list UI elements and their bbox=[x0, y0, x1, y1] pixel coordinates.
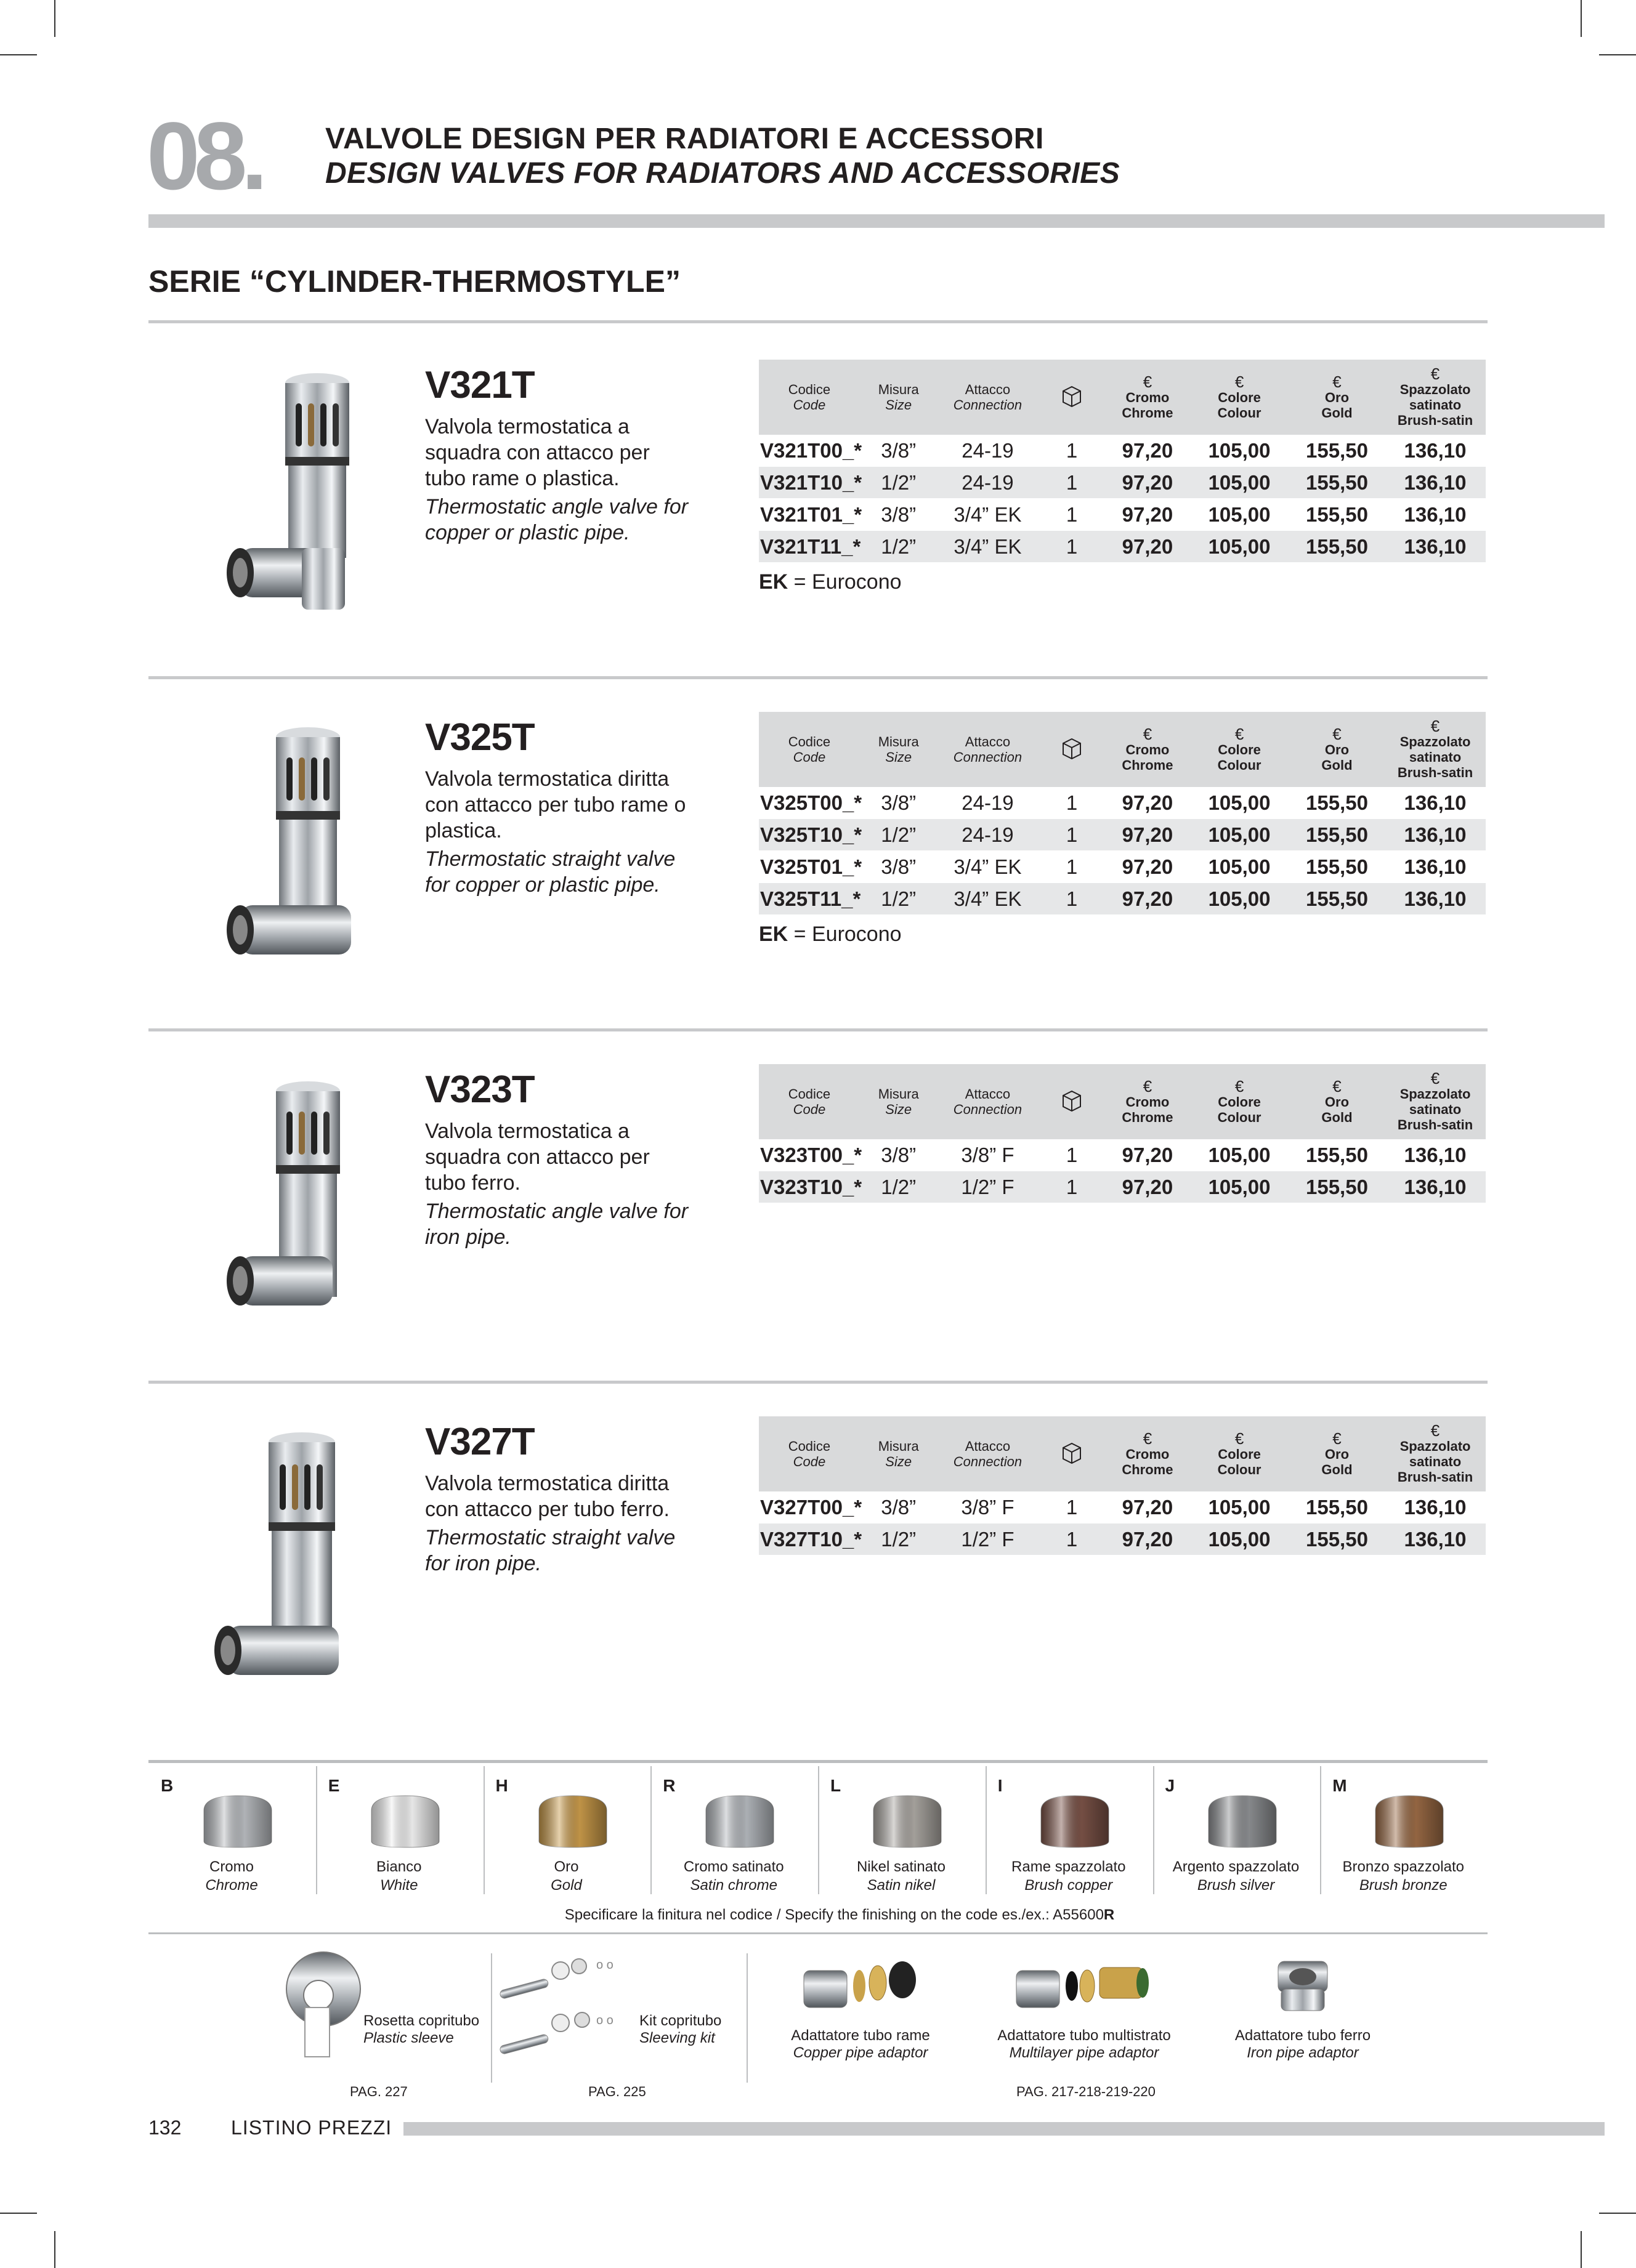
finish-name-it: Oro bbox=[554, 1858, 579, 1875]
product-description-it: Valvola termostatica diritta con attacco per tubo rame o plastica. bbox=[425, 767, 686, 842]
valve-angle-image bbox=[216, 369, 388, 634]
header-title-it: VALVOLE DESIGN PER RADIATORI E ACCESSORI bbox=[325, 123, 1044, 155]
finish-swatch bbox=[148, 1756, 315, 1898]
price-cell: 97,20 bbox=[1106, 819, 1190, 851]
price-cell: 155,50 bbox=[1289, 883, 1385, 915]
col-connection: Attacco Connection bbox=[937, 360, 1039, 435]
page-reference: PAG. 217-218-219-220 bbox=[1016, 2084, 1156, 2099]
price-cell: 97,20 bbox=[1106, 851, 1190, 883]
price-cell: 97,20 bbox=[1106, 531, 1190, 563]
table-cell: 1/2” bbox=[860, 1171, 937, 1203]
price-cell: 155,50 bbox=[1289, 435, 1385, 467]
table-cell: 1/2” bbox=[860, 467, 937, 499]
finish-instruction: Specificare la finitura nel codice / Specify the finishing on the code es./ex.: A55600R bbox=[564, 1907, 1115, 1923]
table-row bbox=[759, 467, 1486, 499]
finish-name-it: Nikel satinato bbox=[856, 1858, 946, 1875]
finish-name-en: Brush silver bbox=[1197, 1877, 1275, 1894]
table-cell: 3/8” bbox=[860, 499, 937, 531]
accessory-separator bbox=[491, 1953, 492, 2083]
price-cell: 97,20 bbox=[1106, 499, 1190, 531]
table-cell: 3/8” bbox=[860, 851, 937, 883]
price-cell: 97,20 bbox=[1106, 1139, 1190, 1171]
table-row bbox=[759, 499, 1486, 531]
product-code: V321T01_* bbox=[759, 499, 860, 531]
table-cell: 1/2” bbox=[860, 883, 937, 915]
product-title: V321T bbox=[425, 364, 535, 406]
section-divider bbox=[148, 676, 1488, 679]
price-cell: 155,50 bbox=[1289, 467, 1385, 499]
table-header-row bbox=[759, 1064, 1486, 1139]
accessory-label: Rosetta copritubo Plastic sleeve bbox=[363, 2012, 480, 2046]
finish-swatch bbox=[818, 1756, 984, 1898]
col-brush-satin: € Spazzolato satinato Brush-satin bbox=[1385, 1064, 1486, 1139]
finish-cap-icon bbox=[1035, 1792, 1115, 1851]
finish-separator bbox=[986, 1766, 987, 1894]
price-cell: 136,10 bbox=[1385, 531, 1486, 563]
price-cell: 97,20 bbox=[1106, 883, 1190, 915]
col-colour: € Colore Colour bbox=[1189, 1416, 1289, 1491]
price-cell: 136,10 bbox=[1385, 435, 1486, 467]
price-cell: 105,00 bbox=[1189, 787, 1289, 819]
finish-cap-icon bbox=[700, 1792, 780, 1851]
table-cell: 1/2” F bbox=[937, 1171, 1039, 1203]
col-brush-satin: € Spazzolato satinato Brush-satin bbox=[1385, 360, 1486, 435]
table-row bbox=[759, 435, 1486, 467]
finish-swatch bbox=[986, 1756, 1152, 1898]
accessory-label: Kit copritubo Sleeving kit bbox=[639, 2012, 722, 2046]
table-cell: 1 bbox=[1038, 531, 1105, 563]
footer-rule bbox=[403, 2122, 1605, 2136]
product-code: V325T01_* bbox=[759, 851, 860, 883]
price-cell: 105,00 bbox=[1189, 531, 1289, 563]
col-code: Codice Code bbox=[759, 360, 860, 435]
page-reference: PAG. 225 bbox=[588, 2084, 646, 2099]
price-cell: 155,50 bbox=[1289, 531, 1385, 563]
finish-separator bbox=[818, 1766, 819, 1894]
col-size: Misura Size bbox=[860, 1416, 937, 1491]
price-cell: 97,20 bbox=[1106, 1523, 1190, 1556]
col-size: Misura Size bbox=[860, 360, 937, 435]
finish-separator bbox=[650, 1766, 652, 1894]
eurocono-note: EK = Eurocono bbox=[759, 570, 902, 594]
accessory-label: Adattatore tubo multistrato Multilayer pipe adaptor bbox=[997, 2027, 1171, 2061]
finishes-bottom-rule bbox=[148, 1932, 1488, 1934]
crop-mark bbox=[1599, 2213, 1636, 2214]
finish-swatch bbox=[316, 1756, 482, 1898]
table-cell: 3/4” EK bbox=[937, 851, 1039, 883]
finish-name-en: Chrome bbox=[205, 1877, 258, 1894]
table-cell: 1 bbox=[1038, 787, 1105, 819]
price-cell: 136,10 bbox=[1385, 883, 1486, 915]
finish-name-en: Satin nikel bbox=[867, 1877, 936, 1894]
page-reference: PAG. 227 bbox=[350, 2084, 408, 2099]
finish-letter: J bbox=[1165, 1776, 1175, 1795]
price-cell: 105,00 bbox=[1189, 819, 1289, 851]
series-title: SERIE “CYLINDER-THERMOSTYLE” bbox=[148, 264, 681, 299]
price-cell: 105,00 bbox=[1189, 435, 1289, 467]
footer-label: LISTINO PREZZI bbox=[231, 2117, 392, 2139]
sleeving-kit-icon bbox=[499, 1955, 641, 2066]
header-rule bbox=[148, 214, 1605, 228]
product-title: V325T bbox=[425, 716, 535, 759]
col-connection: Attacco Connection bbox=[937, 1064, 1039, 1139]
box-icon bbox=[1038, 1064, 1105, 1139]
valve-angle-image bbox=[216, 1078, 388, 1342]
price-cell: 155,50 bbox=[1289, 1523, 1385, 1556]
finish-name-it: Argento spazzolato bbox=[1172, 1858, 1300, 1875]
col-gold: € Oro Gold bbox=[1289, 1064, 1385, 1139]
product-title: V323T bbox=[425, 1068, 535, 1111]
finish-letter: E bbox=[328, 1776, 340, 1795]
product-title: V327T bbox=[425, 1421, 535, 1463]
price-cell: 105,00 bbox=[1189, 499, 1289, 531]
col-connection: Attacco Connection bbox=[937, 1416, 1039, 1491]
valve-straight-image bbox=[216, 724, 388, 988]
price-cell: 97,20 bbox=[1106, 435, 1190, 467]
price-cell: 136,10 bbox=[1385, 787, 1486, 819]
price-table bbox=[759, 360, 1486, 563]
finish-letter: I bbox=[997, 1776, 1003, 1795]
table-header-row bbox=[759, 1416, 1486, 1491]
finish-name-it: Bronzo spazzolato bbox=[1342, 1858, 1464, 1875]
price-cell: 155,50 bbox=[1289, 1491, 1385, 1523]
price-cell: 136,10 bbox=[1385, 499, 1486, 531]
table-cell: 1 bbox=[1038, 1171, 1105, 1203]
finish-cap-icon bbox=[1369, 1792, 1449, 1851]
table-cell: 3/4” EK bbox=[937, 499, 1039, 531]
table-cell: 24-19 bbox=[937, 819, 1039, 851]
table-cell: 1 bbox=[1038, 435, 1105, 467]
finish-letter: M bbox=[1332, 1776, 1347, 1795]
product-code: V325T00_* bbox=[759, 787, 860, 819]
table-row bbox=[759, 531, 1486, 563]
col-chrome: € Cromo Chrome bbox=[1106, 1064, 1190, 1139]
box-icon bbox=[1038, 360, 1105, 435]
finish-name-it: Bianco bbox=[376, 1858, 422, 1875]
product-description-en: Thermostatic angle valve for copper or plastic pipe. bbox=[425, 495, 689, 544]
table-header-row bbox=[759, 712, 1486, 787]
price-cell: 155,50 bbox=[1289, 499, 1385, 531]
crop-mark bbox=[54, 0, 55, 37]
box-icon bbox=[1038, 712, 1105, 787]
finish-separator bbox=[484, 1766, 485, 1894]
table-row bbox=[759, 883, 1486, 915]
table-cell: 1/2” bbox=[860, 531, 937, 563]
product-code: V325T11_* bbox=[759, 883, 860, 915]
price-cell: 105,00 bbox=[1189, 467, 1289, 499]
product-code: V327T10_* bbox=[759, 1523, 860, 1556]
finish-name-en: Gold bbox=[551, 1877, 582, 1894]
table-cell: 1 bbox=[1038, 851, 1105, 883]
price-table bbox=[759, 1064, 1486, 1203]
price-cell: 136,10 bbox=[1385, 1523, 1486, 1556]
table-row bbox=[759, 1491, 1486, 1523]
finish-separator bbox=[316, 1766, 317, 1894]
finish-name-it: Rame spazzolato bbox=[1011, 1858, 1126, 1875]
finish-name-it: Cromo bbox=[209, 1858, 254, 1875]
price-cell: 97,20 bbox=[1106, 467, 1190, 499]
price-cell: 105,00 bbox=[1189, 883, 1289, 915]
iron-pipe-adaptor-icon bbox=[1269, 1955, 1337, 2017]
finish-cap-icon bbox=[198, 1792, 278, 1851]
price-cell: 136,10 bbox=[1385, 1491, 1486, 1523]
finish-cap-icon bbox=[365, 1792, 445, 1851]
product-description-en: Thermostatic straight valve for copper or plastic pipe. bbox=[425, 847, 676, 897]
table-row bbox=[759, 787, 1486, 819]
product-description-en: Thermostatic straight valve for iron pipe. bbox=[425, 1526, 676, 1575]
col-chrome: € Cromo Chrome bbox=[1106, 360, 1190, 435]
finish-letter: H bbox=[495, 1776, 508, 1795]
table-cell: 1 bbox=[1038, 467, 1105, 499]
accessory-label: Adattatore tubo rame Copper pipe adaptor bbox=[791, 2027, 930, 2061]
table-cell: 3/8” bbox=[860, 1491, 937, 1523]
finish-cap-icon bbox=[867, 1792, 947, 1851]
price-cell: 105,00 bbox=[1189, 851, 1289, 883]
svg-text:o o: o o bbox=[596, 1958, 614, 1972]
product-description-it: Valvola termostatica diritta con attacco per tubo ferro. bbox=[425, 1472, 670, 1521]
finish-swatch bbox=[1153, 1756, 1319, 1898]
price-cell: 97,20 bbox=[1106, 787, 1190, 819]
table-cell: 1 bbox=[1038, 1491, 1105, 1523]
plastic-sleeve-icon bbox=[280, 1946, 366, 2063]
price-cell: 105,00 bbox=[1189, 1523, 1289, 1556]
product-code: V323T00_* bbox=[759, 1139, 860, 1171]
finish-cap-icon bbox=[533, 1792, 613, 1851]
product-code: V321T11_* bbox=[759, 531, 860, 563]
col-chrome: € Cromo Chrome bbox=[1106, 1416, 1190, 1491]
table-cell: 1 bbox=[1038, 499, 1105, 531]
table-cell: 3/8” F bbox=[937, 1139, 1039, 1171]
table-cell: 3/8” bbox=[860, 787, 937, 819]
svg-text:o o: o o bbox=[596, 2014, 614, 2027]
price-cell: 136,10 bbox=[1385, 819, 1486, 851]
table-cell: 1/2” F bbox=[937, 1523, 1039, 1556]
table-row bbox=[759, 851, 1486, 883]
col-code: Codice Code bbox=[759, 712, 860, 787]
page-number: 132 bbox=[148, 2117, 182, 2139]
table-row bbox=[759, 1139, 1486, 1171]
product-code: V321T10_* bbox=[759, 467, 860, 499]
product-code: V325T10_* bbox=[759, 819, 860, 851]
finish-letter: L bbox=[830, 1776, 841, 1795]
col-code: Codice Code bbox=[759, 1064, 860, 1139]
col-colour: € Colore Colour bbox=[1189, 1064, 1289, 1139]
finish-separator bbox=[1153, 1766, 1154, 1894]
multilayer-pipe-adaptor-icon bbox=[1010, 1952, 1152, 2014]
table-cell: 1 bbox=[1038, 819, 1105, 851]
product-description-it: Valvola termostatica a squadra con attacco per tubo ferro. bbox=[425, 1120, 650, 1195]
crop-mark bbox=[1581, 2231, 1582, 2268]
table-header-row bbox=[759, 360, 1486, 435]
col-size: Misura Size bbox=[860, 1064, 937, 1139]
col-connection: Attacco Connection bbox=[937, 712, 1039, 787]
price-cell: 155,50 bbox=[1289, 1139, 1385, 1171]
price-cell: 155,50 bbox=[1289, 1171, 1385, 1203]
table-cell: 24-19 bbox=[937, 435, 1039, 467]
box-icon bbox=[1038, 1416, 1105, 1491]
finish-name-en: Satin chrome bbox=[690, 1877, 777, 1894]
price-cell: 105,00 bbox=[1189, 1491, 1289, 1523]
crop-mark bbox=[54, 2231, 55, 2268]
accessory-label: Adattatore tubo ferro Iron pipe adaptor bbox=[1234, 2027, 1371, 2061]
table-cell: 24-19 bbox=[937, 787, 1039, 819]
price-cell: 155,50 bbox=[1289, 787, 1385, 819]
section-divider bbox=[148, 320, 1488, 323]
crop-mark bbox=[0, 2213, 37, 2214]
price-cell: 97,20 bbox=[1106, 1491, 1190, 1523]
finish-name-en: Brush copper bbox=[1024, 1877, 1113, 1894]
col-gold: € Oro Gold bbox=[1289, 360, 1385, 435]
col-code: Codice Code bbox=[759, 1416, 860, 1491]
price-cell: 105,00 bbox=[1189, 1139, 1289, 1171]
finish-swatch bbox=[484, 1756, 650, 1898]
table-cell: 1 bbox=[1038, 1523, 1105, 1556]
table-cell: 3/8” bbox=[860, 1139, 937, 1171]
finish-separator bbox=[1320, 1766, 1321, 1894]
price-cell: 136,10 bbox=[1385, 1139, 1486, 1171]
product-description-it: Valvola termostatica a squadra con attacco per tubo rame o plastica. bbox=[425, 415, 650, 490]
valve-straight-image bbox=[203, 1429, 388, 1700]
price-cell: 136,10 bbox=[1385, 1171, 1486, 1203]
col-size: Misura Size bbox=[860, 712, 937, 787]
copper-pipe-adaptor-icon bbox=[798, 1952, 933, 2014]
price-table bbox=[759, 1416, 1486, 1556]
table-cell: 1 bbox=[1038, 883, 1105, 915]
price-cell: 155,50 bbox=[1289, 851, 1385, 883]
table-cell: 3/4” EK bbox=[937, 883, 1039, 915]
crop-mark bbox=[1581, 0, 1582, 37]
col-gold: € Oro Gold bbox=[1289, 1416, 1385, 1491]
table-row bbox=[759, 819, 1486, 851]
col-gold: € Oro Gold bbox=[1289, 712, 1385, 787]
col-colour: € Colore Colour bbox=[1189, 360, 1289, 435]
price-cell: 136,10 bbox=[1385, 467, 1486, 499]
table-cell: 3/8” F bbox=[937, 1491, 1039, 1523]
finish-name-en: White bbox=[380, 1877, 418, 1894]
section-divider bbox=[148, 1381, 1488, 1384]
table-cell: 1/2” bbox=[860, 1523, 937, 1556]
accessory-separator bbox=[747, 1953, 748, 2083]
price-cell: 105,00 bbox=[1189, 1171, 1289, 1203]
eurocono-note: EK = Eurocono bbox=[759, 922, 902, 946]
table-cell: 1/2” bbox=[860, 819, 937, 851]
table-row bbox=[759, 1523, 1486, 1556]
header-title-en: DESIGN VALVES FOR RADIATORS AND ACCESSORIES bbox=[325, 157, 1120, 190]
chapter-number: 08. bbox=[147, 103, 262, 210]
section-divider bbox=[148, 1028, 1488, 1031]
table-cell: 3/8” bbox=[860, 435, 937, 467]
finish-letter: B bbox=[161, 1776, 174, 1795]
finish-swatch bbox=[650, 1756, 817, 1898]
price-cell: 97,20 bbox=[1106, 1171, 1190, 1203]
table-cell: 24-19 bbox=[937, 467, 1039, 499]
product-code: V323T10_* bbox=[759, 1171, 860, 1203]
price-cell: 136,10 bbox=[1385, 851, 1486, 883]
col-colour: € Colore Colour bbox=[1189, 712, 1289, 787]
product-code: V327T00_* bbox=[759, 1491, 860, 1523]
finish-letter: R bbox=[663, 1776, 676, 1795]
table-cell: 3/4” EK bbox=[937, 531, 1039, 563]
finish-name-en: Brush bronze bbox=[1359, 1877, 1448, 1894]
price-cell: 155,50 bbox=[1289, 819, 1385, 851]
product-description-en: Thermostatic angle valve for iron pipe. bbox=[425, 1200, 689, 1249]
table-row bbox=[759, 1171, 1486, 1203]
crop-mark bbox=[0, 54, 37, 55]
product-code: V321T00_* bbox=[759, 435, 860, 467]
finish-name-it: Cromo satinato bbox=[683, 1858, 784, 1875]
finish-cap-icon bbox=[1202, 1792, 1282, 1851]
finish-swatch bbox=[1320, 1756, 1486, 1898]
price-table bbox=[759, 712, 1486, 915]
crop-mark bbox=[1599, 54, 1636, 55]
col-brush-satin: € Spazzolato satinato Brush-satin bbox=[1385, 712, 1486, 787]
table-cell: 1 bbox=[1038, 1139, 1105, 1171]
col-brush-satin: € Spazzolato satinato Brush-satin bbox=[1385, 1416, 1486, 1491]
col-chrome: € Cromo Chrome bbox=[1106, 712, 1190, 787]
